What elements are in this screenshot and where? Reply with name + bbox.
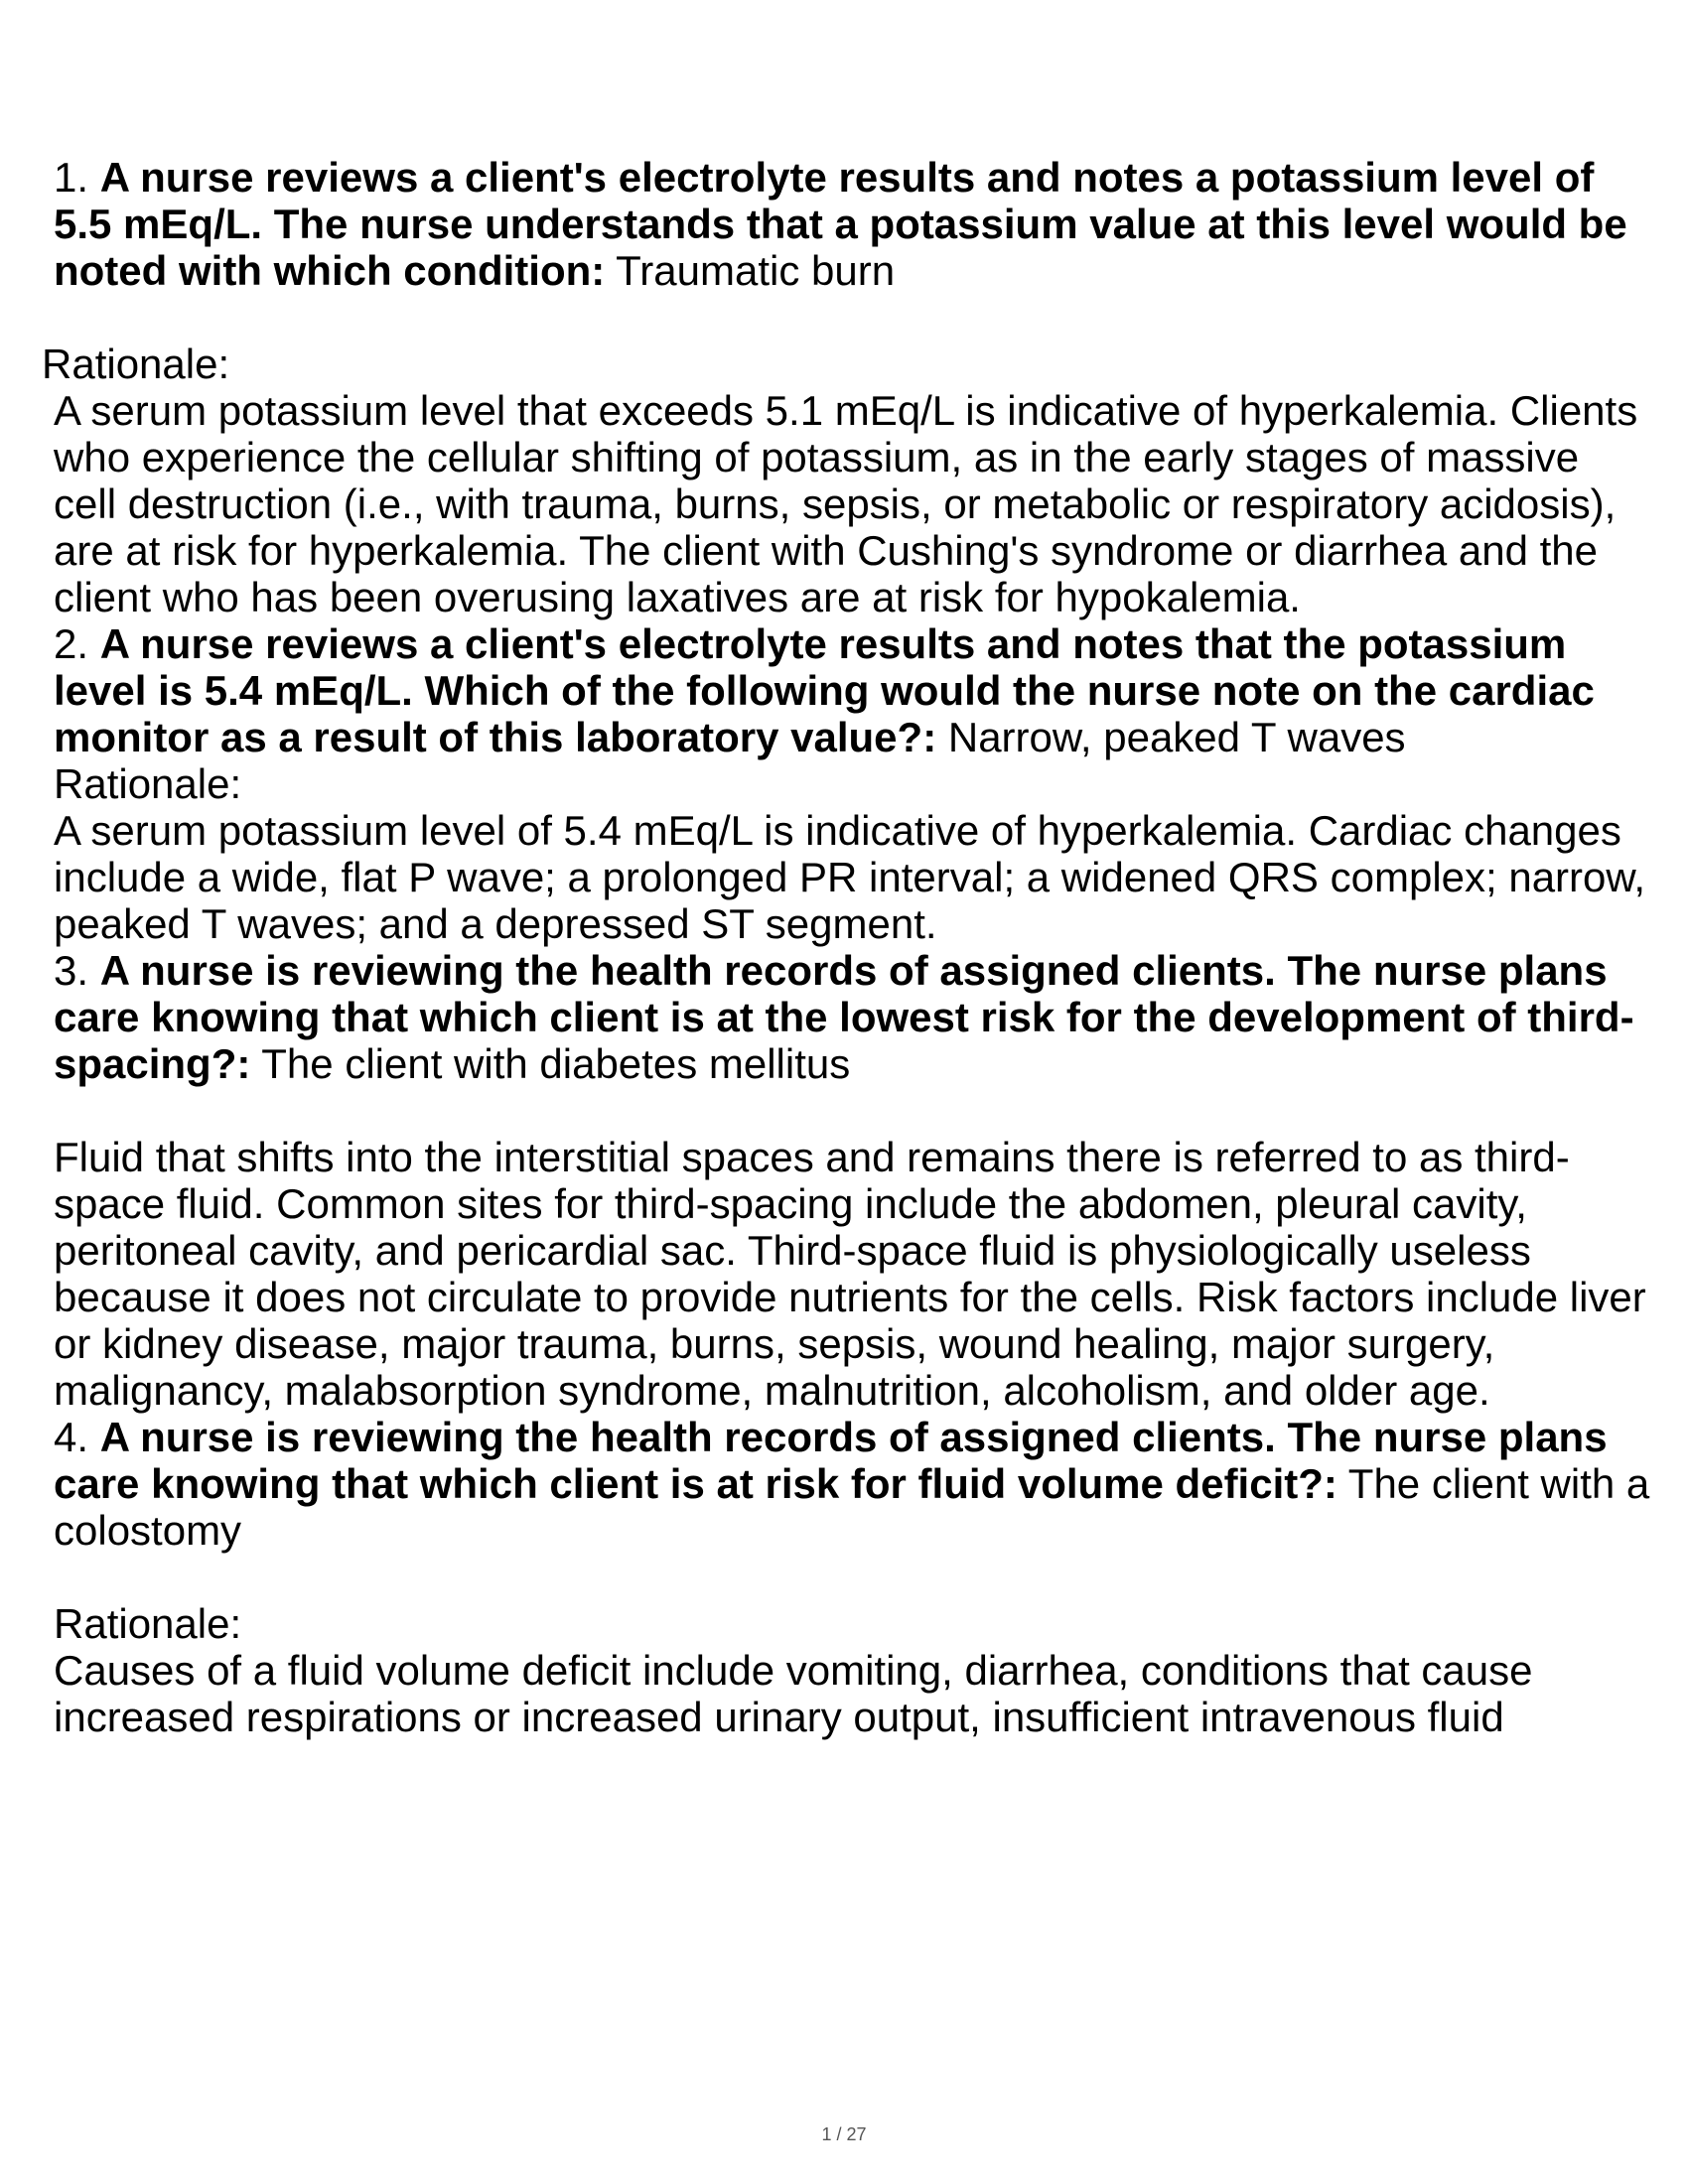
rationale-label: Rationale: [42, 341, 230, 387]
question-number: 1. [54, 154, 89, 201]
rationale-label: Rationale: [54, 760, 242, 807]
spacer [42, 1087, 1650, 1134]
rationale-label: Rationale: [54, 1600, 242, 1647]
question-number: 4. [54, 1414, 89, 1460]
question-4 [42, 1414, 1650, 1554]
rationale-text: Causes of a fluid volume deficit include vomiting, diarrhea, conditions that cause increased respirations or increased urinary output, insufficient intravenous fluid [54, 1647, 1533, 1740]
question-text: A nurse reviews a client's electrolyte results and notes that the potassium level is 5.4 mEq/L. Which of the following would the nurse note on the cardiac monitor as a result of this laboratory value?: [54, 620, 1595, 760]
page-indicator: 1 / 27 [821, 2124, 867, 2144]
rationale-text: A serum potassium level of 5.4 mEq/L is indicative of hyperkalemia. Cardiac changes include a wide, flat P wave; a prolonged PR interval; a widened QRS complex; narrow, peaked T waves; and a depressed ST segment. [54, 807, 1646, 947]
question-text: A nurse is reviewing the health records of assigned clients. The nurse plans care knowing that which client is at the lowest risk for the development of third-spacing?: [54, 947, 1634, 1087]
question-text: A nurse reviews a client's electrolyte results and notes a potassium level of 5.5 mEq/L. The nurse understands that a potassium value at this level would be noted with which condition: [54, 154, 1627, 294]
rationale-text: Fluid that shifts into the interstitial spaces and remains there is referred to as third-space fluid. Common sites for third-spacing include the abdomen, pleural cavity, peritoneal cavity, and pericardial sac. Third-space fluid is physiologically useless because it does not circulate to provide nutrients for the cells. Risk factors include liver or kidney disease, major trauma, burns, sepsis, wound healing, major surgery, malignancy, malabsorption syndrome, malnutrition, alcoholism, and older age. [54, 1134, 1646, 1414]
spacer [42, 294, 1650, 341]
question-2 [42, 620, 1650, 760]
rationale-text: A serum potassium level that exceeds 5.1 mEq/L is indicative of hyperkalemia. Clients who experience the cellular shifting of potassium, as in the early stages of massive cell destruction (i.e., with trauma, burns, sepsis, or metabolic or respiratory acidosis), are at risk for hyperkalemia. The client with Cushing's syndrome or diarrhea and the client who has been overusing laxatives are at risk for hypokalemia. [54, 387, 1638, 620]
question-answer: Narrow, peaked T waves [947, 714, 1406, 760]
spacer [42, 1554, 1650, 1600]
question-text: A nurse is reviewing the health records of assigned clients. The nurse plans care knowing that which client is at risk for fluid volume deficit?: [54, 1414, 1608, 1507]
question-answer: The client with a colostomy [54, 1460, 1650, 1554]
question-1 [42, 154, 1650, 294]
question-answer: The client with diabetes mellitus [261, 1040, 851, 1087]
document-body [42, 154, 1650, 1740]
question-number: 2. [54, 620, 89, 667]
question-3 [42, 947, 1650, 1087]
question-number: 3. [54, 947, 89, 994]
question-answer: Traumatic burn [616, 247, 896, 294]
